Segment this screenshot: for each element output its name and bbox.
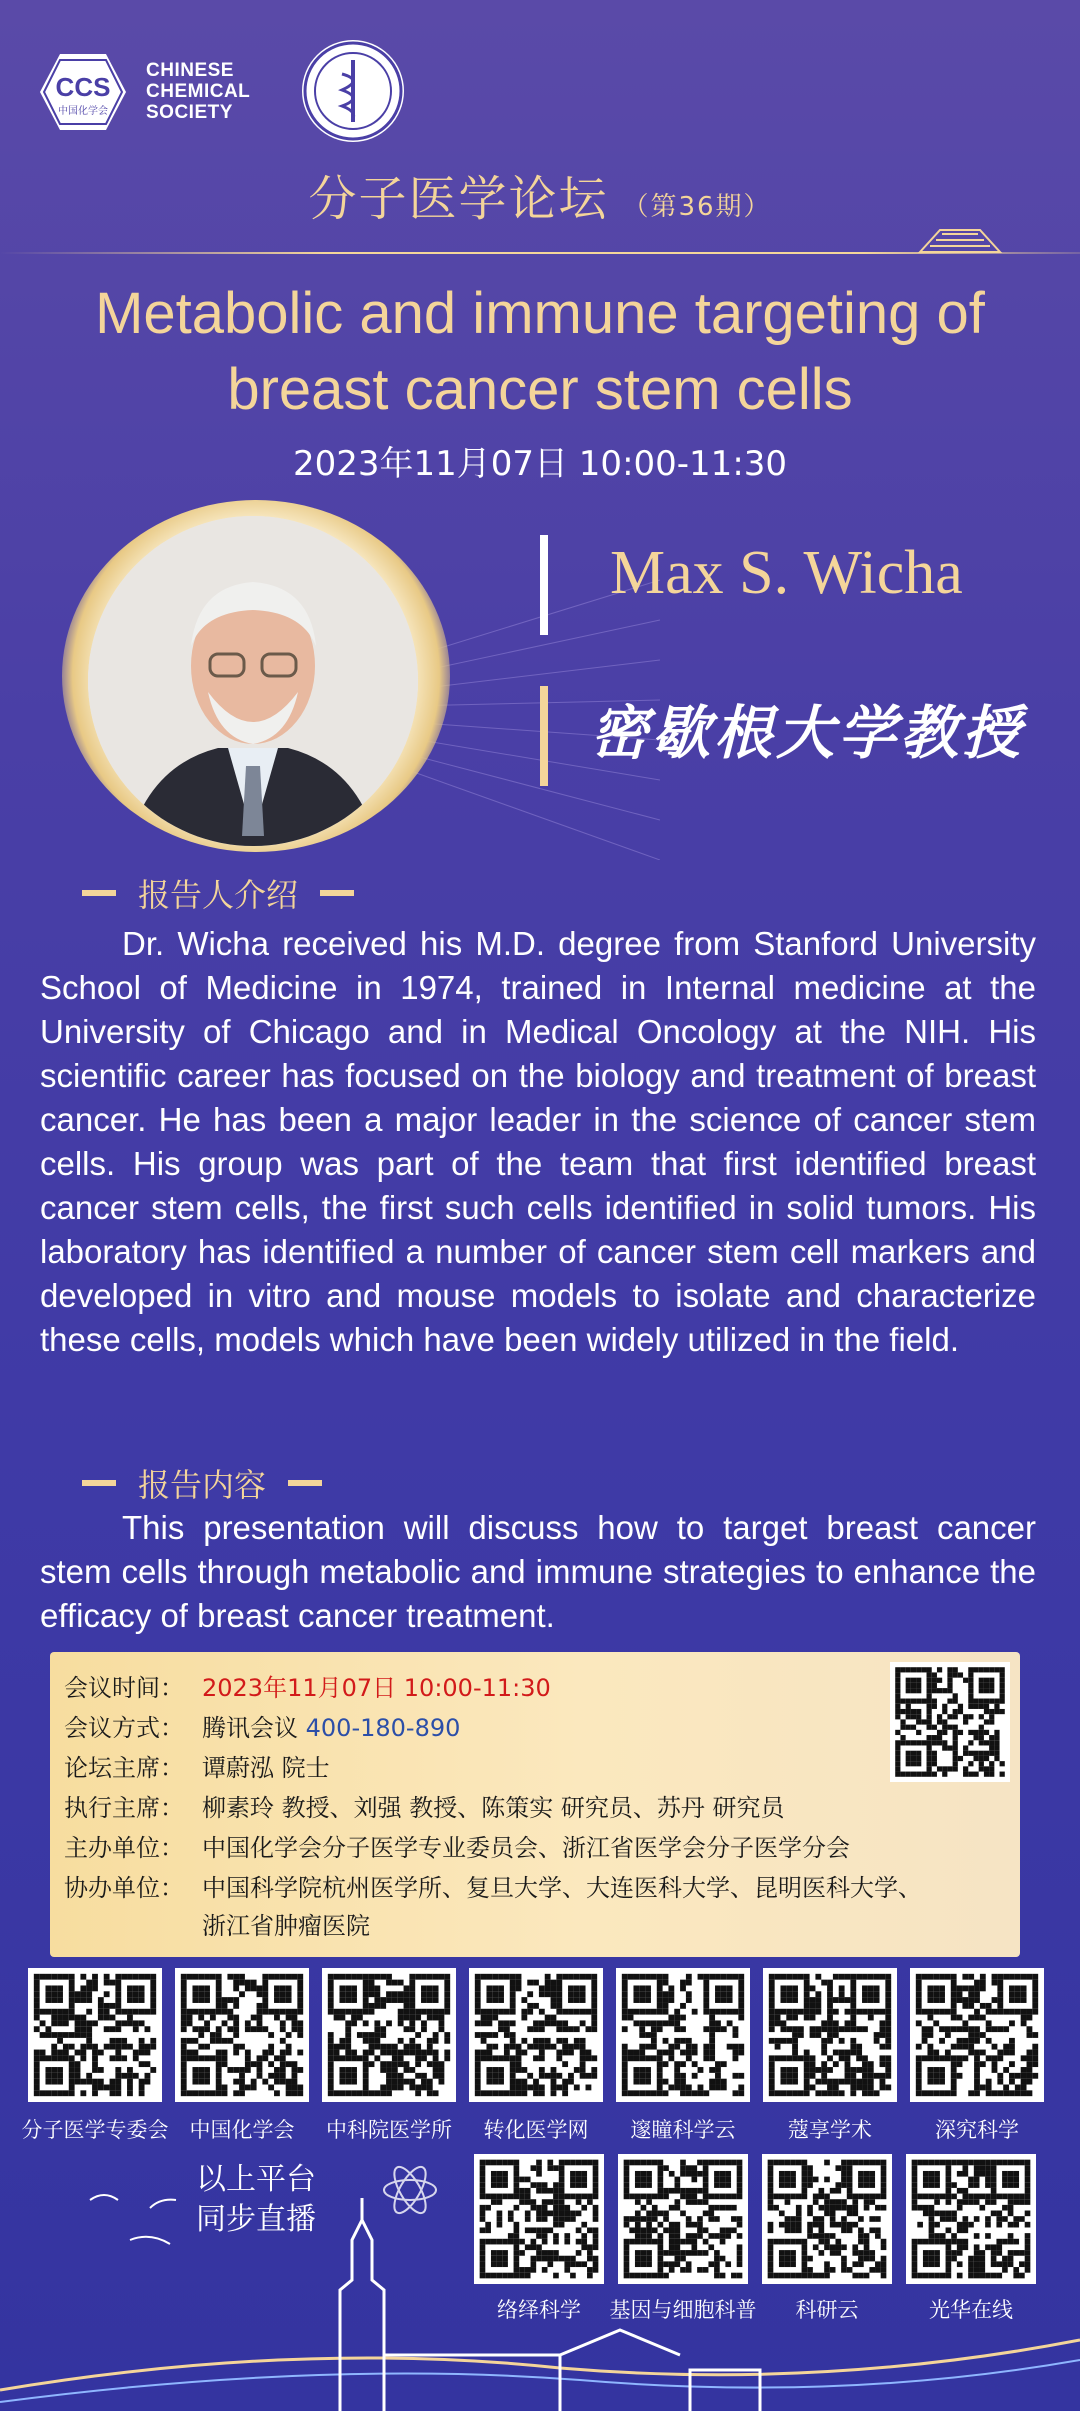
info-time-value: 2023年11月07日 10:00-11:30	[202, 1674, 551, 1702]
forum-issue: （第36期）	[622, 192, 772, 222]
content-heading	[60, 1460, 344, 1506]
meeting-qr-code[interactable]	[890, 1662, 1010, 1782]
info-label: 主办单位：	[64, 1834, 184, 1862]
ccs-name-line: SOCIETY	[146, 102, 233, 123]
talk-title	[30, 276, 1050, 428]
bio-heading-text: 报告人介绍	[138, 876, 299, 914]
info-label: 会议方式：	[64, 1714, 184, 1742]
platform-qr-code[interactable]	[618, 2154, 748, 2284]
ccs-name-line: CHEMICAL	[146, 81, 251, 102]
platform-label: 络绎科学	[497, 2298, 581, 2322]
platform-qr-code[interactable]	[175, 1968, 309, 2102]
platform-qr-code[interactable]	[28, 1968, 162, 2102]
info-chair-row	[64, 1752, 330, 1784]
talk-title-line: breast cancer stem cells	[227, 357, 853, 422]
platform-label: 中国化学会	[189, 2118, 295, 2142]
content-heading-text: 报告内容	[138, 1466, 267, 1504]
committee-seal-icon	[302, 40, 404, 142]
platform-label: 基因与细胞科普	[609, 2298, 757, 2322]
platform-qr-code[interactable]	[910, 1968, 1044, 2102]
info-label: 论坛主席：	[64, 1754, 184, 1782]
heading-dash	[82, 890, 116, 896]
heading-dash	[320, 890, 354, 896]
platform-qr-code[interactable]	[906, 2154, 1036, 2284]
bio-paragraph: Dr. Wicha received his M.D. degree from Stanford University School of Medicine in 1974, trained in Internal medicine at the University of Chicago and in Medical Oncology at the NIH. His scientific career has focused on the biology and treatment of breast cancer. He has been a major leader in the science of cancer stem cells. His group was part of the team that first identified breast cancer stem cells, the first such cells identified in solid tumors. His laboratory has identified a number of cancer stem cell markers and developed in vitro and mouse models to isolate and characterize these cells, models which have been widely utilized in the field.	[40, 925, 1036, 1358]
ccs-abbr: CCS	[55, 72, 111, 102]
info-host-value: 中国化学会分子医学专业委员会、浙江省医学会分子医学分会	[202, 1834, 850, 1862]
info-exec-value: 柳素玲 教授、刘强 教授、陈策实 研究员、苏丹 研究员	[202, 1794, 785, 1822]
platform-qr-code[interactable]	[474, 2154, 604, 2284]
name-accent-bar	[540, 535, 548, 635]
meeting-id[interactable]: 400-180-890	[305, 1714, 461, 1742]
speaker-affiliation: 密歇根大学教授	[590, 699, 1025, 767]
info-label: 协办单位：	[64, 1874, 184, 1902]
bio-heading	[60, 870, 376, 916]
info-label: 会议时间：	[64, 1674, 184, 1702]
speaker-portrait-icon	[88, 516, 418, 846]
info-host-row	[64, 1832, 850, 1864]
info-mode-row	[64, 1712, 460, 1744]
info-mode-value: 腾讯会议	[202, 1714, 298, 1742]
platform-label: 分子医学专委会	[21, 2118, 169, 2142]
info-chair-value: 谭蔚泓 院士	[202, 1754, 330, 1782]
platform-qr-code[interactable]	[616, 1968, 750, 2102]
live-text-line: 以上平台	[196, 2162, 316, 2197]
platform-label: 光华在线	[929, 2298, 1013, 2322]
ccs-logo-icon	[38, 52, 128, 132]
info-co-row-cont: 浙江省肿瘤医院	[202, 1912, 370, 1940]
platform-qr-code[interactable]	[469, 1968, 603, 2102]
stripes-decoration-icon	[900, 224, 1020, 254]
platform-qr-code[interactable]	[322, 1968, 456, 2102]
platform-label: 邃瞳科学云	[630, 2118, 736, 2142]
talk-title-line: Metabolic and immune targeting of	[95, 281, 985, 346]
forum-title	[0, 160, 1080, 229]
talk-datetime: 2023年11月07日 10:00-11:30	[292, 444, 788, 484]
info-co-row	[64, 1872, 922, 1904]
affiliation-accent-bar	[540, 686, 548, 786]
platform-label: 深究科学	[935, 2118, 1019, 2142]
meeting-info-box	[50, 1652, 1020, 1957]
heading-dash	[82, 1480, 116, 1486]
platform-label: 蔻享学术	[788, 2118, 872, 2142]
info-label: 执行主席：	[64, 1794, 184, 1822]
platform-qr-code[interactable]	[762, 2154, 892, 2284]
ccs-cn-name: 中国化学会	[58, 106, 108, 117]
forum-name: 分子医学论坛	[308, 171, 609, 227]
platform-label: 科研云	[795, 2298, 859, 2322]
heading-dash	[288, 1480, 322, 1486]
platform-label: 转化医学网	[483, 2118, 589, 2142]
ccs-english-name	[146, 60, 250, 123]
content-paragraph: This presentation will discuss how to target breast cancer stem cells through metabolic and immune strategies to enhance the efficacy of breast cancer treatment.	[40, 1509, 1036, 1634]
platform-label: 中科院医学所	[326, 2118, 452, 2142]
info-exec-row	[64, 1792, 785, 1824]
speaker-name: Max S. Wicha	[610, 539, 963, 607]
speaker-photo	[88, 516, 418, 846]
info-time-row	[64, 1672, 551, 1704]
live-text-line: 同步直播	[196, 2202, 316, 2237]
info-co-value: 中国科学院杭州医学所、复旦大学、大连医科大学、昆明医科大学、	[202, 1874, 922, 1902]
platform-qr-code[interactable]	[763, 1968, 897, 2102]
ccs-name-line: CHINESE	[146, 60, 234, 81]
